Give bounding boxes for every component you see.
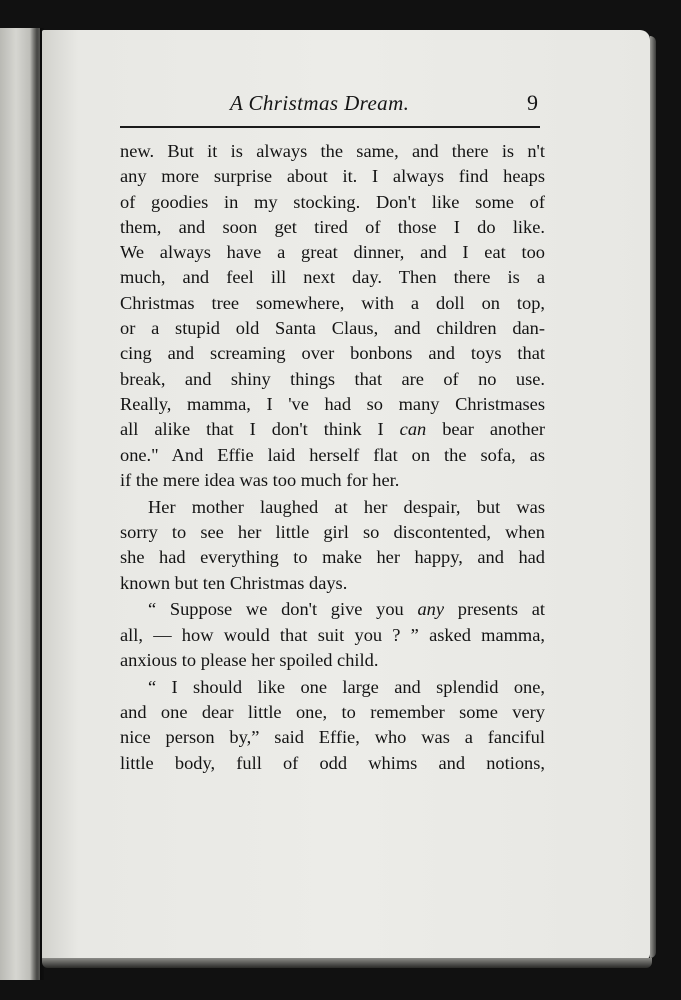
body-text [120,139,545,776]
emphasized-word: can [399,419,427,440]
text-line: anxious to please her spoiled child. [120,649,379,670]
page-edge-right [650,36,656,958]
text-line: all, — how would that suit you ? ” asked mamma, [120,624,545,645]
paragraph [120,675,545,776]
paragraph [120,597,545,673]
text-line: and one dear little one, to remember some very [120,702,545,723]
text-line: known but ten Christmas days. [120,572,348,593]
emphasized-word: any [417,599,445,620]
text-line: Christmas tree somewhere, with a doll on top, [120,292,545,313]
text-line [120,417,545,442]
paragraph [120,139,545,493]
text-run: all alike that I don't think I [120,419,400,440]
text-line: them, and soon get tired of those I do like. [120,216,545,237]
text-line: one." And Effie laid herself flat on the sofa, as [120,444,545,465]
text-line: little body, full of odd whims and notions, [120,752,545,773]
text-line: or a stupid old Santa Claus, and children dan- [120,318,545,339]
text-line: she had everything to make her happy, and had [120,547,545,568]
text-line: cing and screaming over bonbons and toys that [120,343,545,364]
text-run: bear another [426,419,545,440]
text-line: new. But it is always the same, and there is n't [120,141,545,161]
text-line: break, and shiny things that are of no use. [120,368,545,389]
text-line: “ I should like one large and splendid one, [148,676,545,697]
page-edge-bottom [42,958,652,968]
text-line: any more surprise about it. I always find heaps [120,166,545,187]
text-line: Her mother laughed at her despair, but was [148,496,545,517]
page-number: 9 [527,90,538,115]
header-rule [120,126,540,128]
text-line [120,597,545,622]
text-line: Really, mamma, I 've had so many Christmases [120,393,545,414]
running-head-title: A Christmas Dream. [230,91,410,115]
text-line: We always have a great dinner, and I eat too [120,242,545,263]
text-line: of goodies in my stocking. Don't like some of [120,191,545,212]
text-run: presents at [444,599,546,620]
text-line: much, and feel ill next day. Then there is a [120,267,545,288]
text-line: nice person by,” said Effie, who was a fanciful [120,727,545,748]
paragraph [120,495,545,596]
text-run: “ Suppose we don't give you [148,599,418,620]
text-line: sorry to see her little girl so discontented, when [120,521,545,542]
running-head [120,88,540,122]
text-line: if the mere idea was too much for her. [120,469,400,490]
